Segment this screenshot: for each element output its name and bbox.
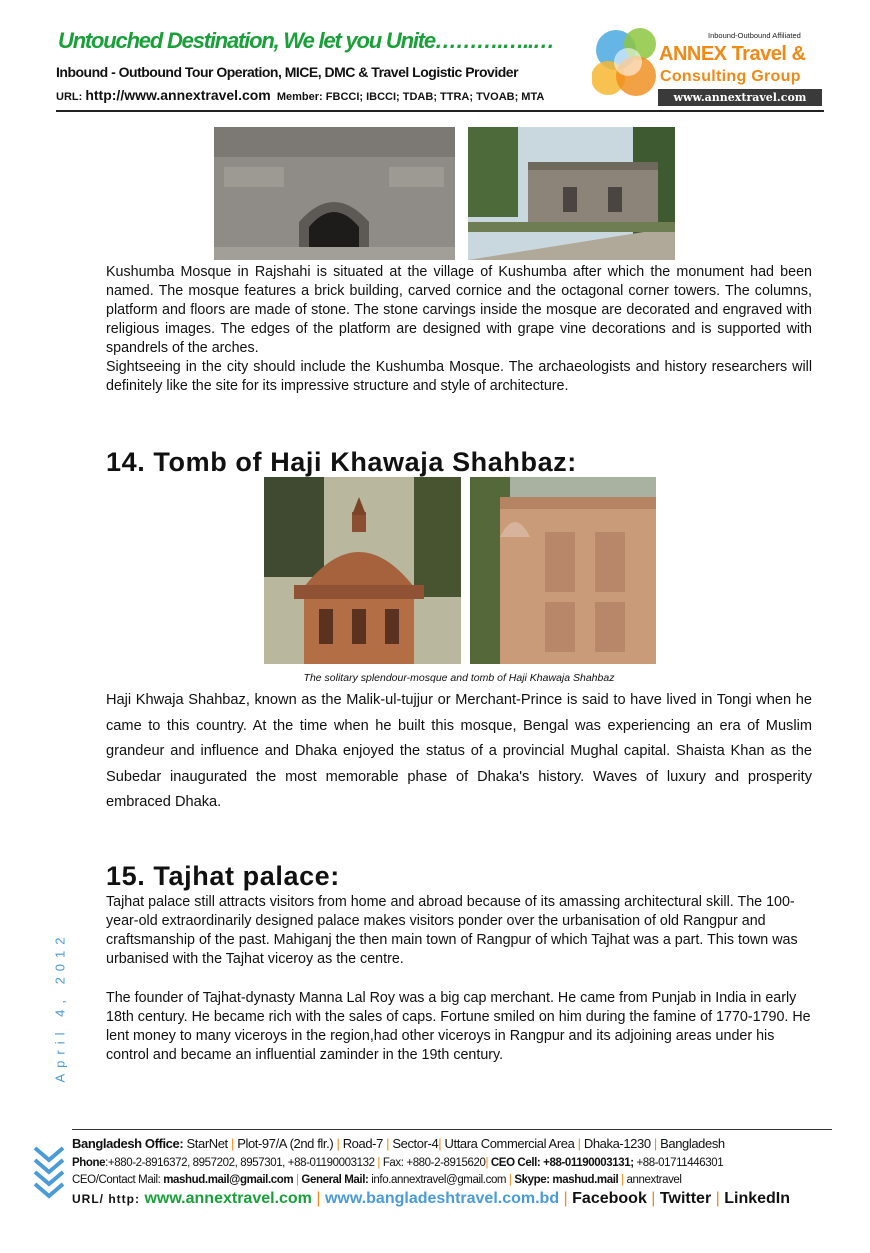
footer-links-line: URL/ http: www.annextravel.com | www.bangladeshtravel.com.bd | Facebook | Twitter | LinkedIn [72,1190,791,1207]
ceo-mail-link[interactable]: mashud.mail@gmail.com [163,1174,294,1186]
fax-number: Fax: +880-2-8915620 [382,1157,486,1169]
office-part: Plot-97/A (2nd flr.) [237,1136,334,1151]
office-part: Dhaka-1230 [583,1136,651,1151]
phone-label: Phone [72,1157,106,1169]
ceo-cell-number: : +88-01190003131; [536,1157,634,1169]
mosque-side-image [468,127,675,260]
bangladeshtravel-link[interactable]: www.bangladeshtravel.com.bd [324,1190,560,1207]
footer-url-label: URL/ http: [72,1192,140,1206]
side-date: April 4, 2012 [52,931,68,1083]
footer-mail-line: CEO/Contact Mail: mashud.mail@gmail.com | General Mail: info.annextravel@gmail.com | Skype: mashud.mail | annextravel [72,1174,682,1186]
kushumba-paragraph-1: Kushumba Mosque in Rajshahi is situated at the village of Kushumba after which the monument had been named. The mosque features a brick building, carved cornice and the octagonal corner towers. The columns, platform and floors are made of stone. The stone carvings inside the mosque are decorated and engraved with religious images. The edges of the platform are designed with grape vine decorations and is supported with spandrels of the arches. [106,264,812,356]
office-part: Road-7 [342,1136,383,1151]
skype-id: mashud.mail [552,1174,619,1186]
skype-extra: annextravel [626,1174,682,1186]
affiliated-label: Inbound-Outbound Affiliated [708,31,801,40]
footer-office-line: Bangladesh Office: StarNet | Plot-97/A (2nd flr.) | Road-7 | Sector-4| Uttara Commercial Area | Dhaka-1230 | Bangladesh [72,1136,725,1151]
footer-divider [72,1129,832,1130]
mosque-facade-image [214,127,455,260]
annextravel-link[interactable]: www.annextravel.com [144,1190,312,1207]
services-line: Inbound - Outbound Tour Operation, MICE, DMC & Travel Logistic Provider [56,64,519,80]
general-mail-link[interactable]: info.annextravel@gmail.com [371,1174,507,1186]
facebook-link[interactable]: Facebook [572,1190,647,1207]
phone-numbers: :+880-2-8916372, 8957202, 8957301, +88-01190003132 [105,1157,375,1169]
ceo-cell-label: CEO Cell [490,1157,537,1169]
url-member-line [56,87,544,103]
logo-website-bar: www.annextravel.com [658,89,822,106]
skype-label: Skype: [514,1174,550,1186]
kushumba-paragraph-2: Sightseeing in the city should include the Kushumba Mosque. The archaeologists and history researchers will definitely like the site for its impressive structure and style of architecture. [106,359,812,394]
footer-phone-line: Phone:+880-2-8916372, 8957202, 8957301, +88-01190003132 | Fax: +880-2-8915620| CEO Cell: +88-01190003131; +88-01711446301 [72,1157,724,1169]
heading-haji-khawaja: 14. Tomb of Haji Khawaja Shahbaz: [106,447,577,477]
member-list: FBCCI; IBCCI; TDAB; TTRA; TVOAB; MTA [325,91,545,103]
haji-paragraph: Haji Khwaja Shahbaz, known as the Malik-ul-tujjur or Merchant-Prince is said to have lived in Tongi when he came to this country. At the time when he built this mosque, Bengal was experiencing an era of Muslim grandeur and influence and Dhaka enjoyed the status of a provincial Mughal capital. Shaista Khan as the Subedar inaugurated the most memorable phase of Dhaka's history. Waves of luxury and prosperity embraced Dhaka. [106,692,812,810]
header-divider [56,110,824,112]
office-part: Bangladesh [660,1136,725,1151]
tajhat-paragraph-2: The founder of Tajhat-dynasty Manna Lal Roy was a big cap merchant. He came from Punjab in India in early 18th century. He became rich with the sales of caps. Fortune smiled on him during the famine of 1770-1790. He lent money to many viceroys in the region,had other viceroys in Rangpur and its adjoining areas under his control and became an influential zaminder in the 19th century. [106,990,811,1063]
logo-subtitle: Consulting Group [660,68,801,85]
heading-tajhat-palace: 15. Tajhat palace: [106,861,340,891]
kushumba-front-photo [214,127,455,260]
url-label: URL: [56,91,83,103]
general-mail-label: General Mail: [301,1174,369,1186]
office-part: Sector-4 [392,1136,439,1151]
office-part: Uttara Commercial Area [444,1136,575,1151]
haji-photo-caption: The solitary splendour-mosque and tomb of Haji Khawaja Shahbaz [303,672,615,684]
mosque-wall-image [470,477,656,664]
domed-pavilion-image [264,477,461,664]
haji-tomb-photo-1 [264,477,461,664]
haji-tomb-photo-2 [470,477,656,664]
member-label: Member: [276,91,323,103]
kushumba-side-photo [468,127,675,260]
header-url-link[interactable]: http://www.annextravel.com [85,87,271,103]
tagline: Untouched Destination, We let you Unite……….…..… [58,28,554,53]
linkedin-link[interactable]: LinkedIn [724,1190,791,1207]
chevron-down-icon [32,1145,66,1201]
tajhat-paragraph-1: Tajhat palace still attracts visitors from home and abroad because of its amassing architectural skill. The 100-year-old extraordinarily designed palace makes visitors ponder over the urbanisation of old Rangpur and craftsmanship of the past. Mahiganj the then main town of Rangpur of which Tajhat was a part. This town was urbanised with the Tajhat viceroy as the centre. [106,894,798,967]
ceo-cell-extra: +88-01711446301 [636,1157,724,1169]
office-part: StarNet [186,1136,228,1151]
twitter-link[interactable]: Twitter [659,1190,712,1207]
logo-title: ANNEX Travel & [659,43,806,65]
office-label: Bangladesh Office: [72,1136,184,1151]
ceo-contact-label: CEO/Contact Mail: [72,1174,161,1186]
